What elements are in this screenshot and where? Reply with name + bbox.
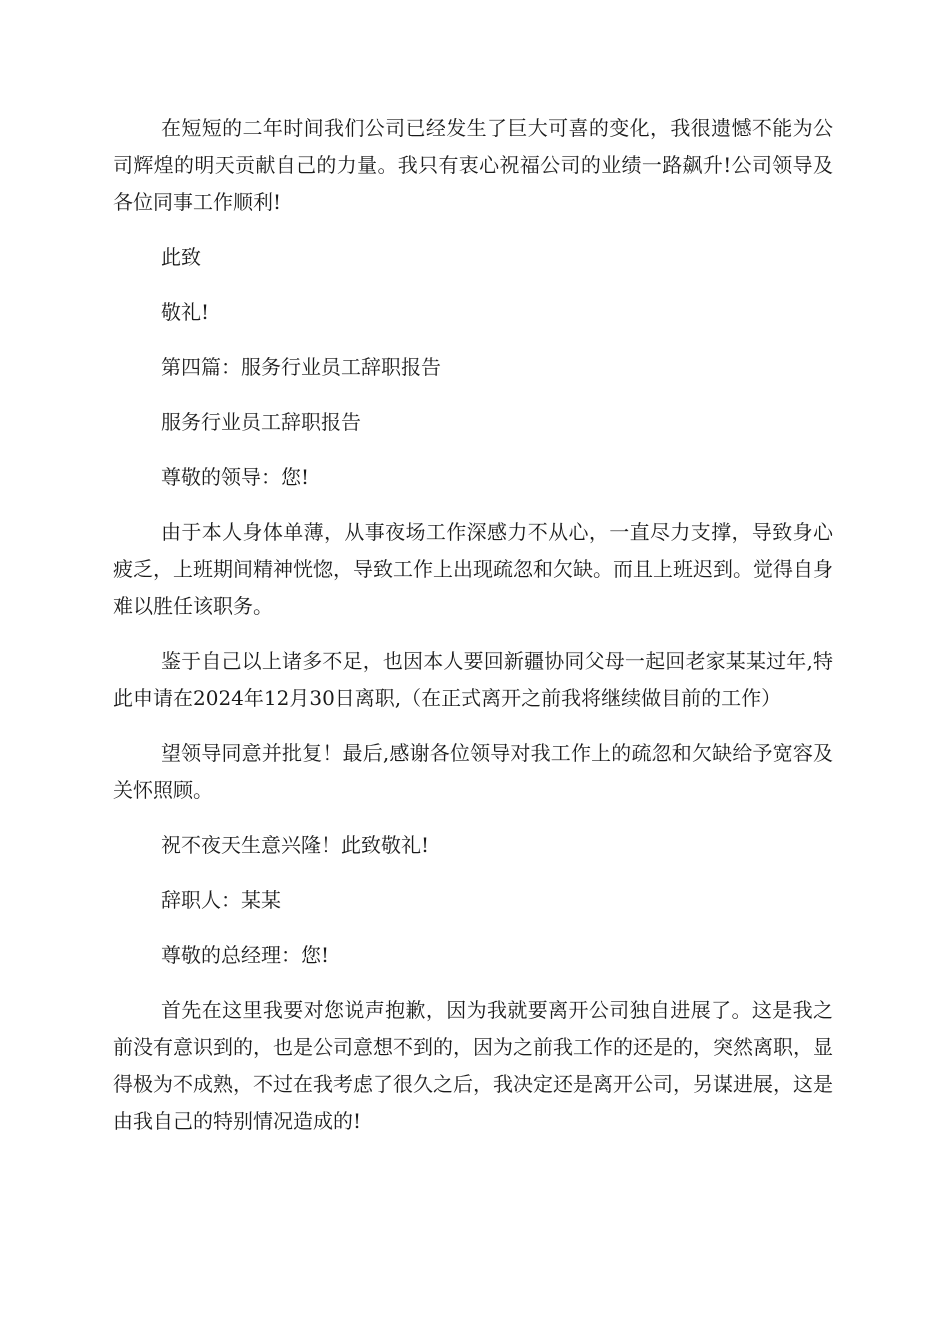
paragraph-closing-wishes: 在短短的二年时间我们公司已经发生了巨大可喜的变化，我很遗憾不能为公司辉煌的明天贡献自己的力量。我只有衷心祝福公司的业绩一路飙升!公司领导及各位同事工作顺利! (113, 116, 833, 214)
signature-line: 辞职人：某某 (161, 888, 281, 912)
greeting-leader: 尊敬的领导：您! (161, 465, 310, 489)
paragraph-thanks: 望领导同意并批复！最后,感谢各位领导对我工作上的疏忽和欠缺给予宽容及关怀照顾。 (113, 741, 833, 802)
paragraph-blessing: 祝不夜天生意兴隆！此致敬礼! (161, 833, 430, 857)
greeting-general-manager: 尊敬的总经理：您! (161, 943, 330, 967)
paragraph-reason: 由于本人身体单薄，从事夜场工作深感力不从心，一直尽力支撑，导致身心疲乏，上班期间精神恍惚，导致工作上出现疏忽和欠缺。而且上班迟到。觉得自身难以胜任该职务。 (113, 520, 833, 618)
paragraph-apology: 首先在这里我要对您说声抱歉，因为我就要离开公司独自进展了。这是我之前没有意识到的，也是公司意想不到的，因为之前我工作的还是的，突然离职，显得极为不成熟，不过在我考虑了很久之后，我决定还是离开公司，另谋进展，这是由我自己的特别情况造成的! (113, 998, 833, 1133)
paragraph-salutation-jingli: 敬礼! (161, 300, 210, 324)
document-page (113, 110, 833, 1140)
document-title: 服务行业员工辞职报告 (161, 410, 361, 434)
section-heading: 第四篇：服务行业员工辞职报告 (161, 355, 441, 379)
paragraph-salutation-cizhi: 此致 (161, 245, 201, 269)
paragraph-request: 鉴于自己以上诸多不足，也因本人要回新疆协同父母一起回老家某某过年,特此申请在2024年12月30日离职,（在正式离开之前我将继续做目前的工作） (113, 649, 833, 710)
